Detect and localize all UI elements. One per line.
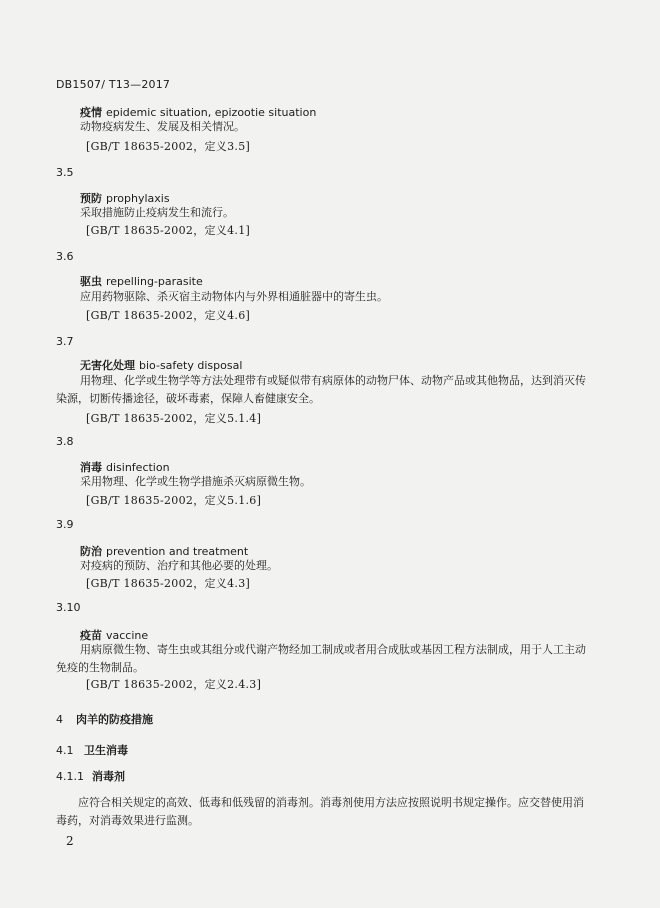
term-heading xyxy=(80,357,242,373)
term-definition: 用病原微生物、寄生虫或其组分或代谢产物经加工制成或者用合成肽或基因工程方法制成，用于人工主动免疫的生物制品。 xyxy=(56,643,586,674)
term-chinese: 消毒 xyxy=(80,461,102,474)
clause-number: 3.7 xyxy=(56,335,74,348)
clause-number: 3.6 xyxy=(56,250,74,263)
section-title: 肉羊的防疫措施 xyxy=(76,713,153,726)
term-definition: 采取措施防止疫病发生和流行。 xyxy=(80,206,234,219)
body-paragraph: 应符合相关规定的高效、低毒和低残留的消毒剂。消毒剂使用方法应按照说明书规定操作。应交替使用消毒药，对消毒效果进行监测。 xyxy=(56,796,584,827)
clause-number: 3.9 xyxy=(56,518,74,531)
section-number: 4.1 xyxy=(56,744,74,757)
document-header: DB1507/ T13—2017 xyxy=(56,78,171,91)
term-source: [GB/T 18635-2002，定义2.4.3] xyxy=(86,678,262,691)
clause-number: 3.8 xyxy=(56,435,74,448)
term-chinese: 疫情 xyxy=(80,106,102,119)
term-chinese: 预防 xyxy=(80,192,102,205)
clause-number: 3.10 xyxy=(56,601,81,614)
subsection-heading xyxy=(56,742,128,758)
term-english: prevention and treatment xyxy=(106,545,249,558)
term-english: vaccine xyxy=(106,629,149,642)
subsubsection-heading xyxy=(56,768,125,784)
term-definition: 采用物理、化学或生物学措施杀灭病原微生物。 xyxy=(80,475,311,488)
section-heading xyxy=(56,711,153,727)
term-heading xyxy=(80,273,203,289)
term-chinese: 防治 xyxy=(80,545,102,558)
term-definition: 动物疫病发生、发展及相关情况。 xyxy=(80,120,245,133)
clause-number: 3.5 xyxy=(56,166,74,179)
term-source: [GB/T 18635-2002，定义3.5] xyxy=(86,140,251,153)
term-english: epidemic situation, epizootie situation xyxy=(106,106,317,119)
term-definition: 对疫病的预防、治疗和其他必要的处理。 xyxy=(80,559,278,572)
term-source: [GB/T 18635-2002，定义5.1.6] xyxy=(86,494,262,507)
term-chinese: 疫苗 xyxy=(80,629,102,642)
section-title: 消毒剂 xyxy=(92,770,125,783)
term-source: [GB/T 18635-2002，定义4.3] xyxy=(86,577,251,590)
section-title: 卫生消毒 xyxy=(84,744,128,757)
term-definition: 用物理、化学或生物学等方法处理带有或疑似带有病原体的动物尸体、动物产品或其他物品，达到消灭传染源，切断传播途径，破坏毒素，保障人畜健康安全。 xyxy=(56,374,586,405)
page-number: 2 xyxy=(66,834,74,848)
term-source: [GB/T 18635-2002，定义4.6] xyxy=(86,309,251,322)
term-english: disinfection xyxy=(106,461,170,474)
term-source: [GB/T 18635-2002，定义4.1] xyxy=(86,224,251,237)
term-source: [GB/T 18635-2002，定义5.1.4] xyxy=(86,412,262,425)
term-definition: 应用药物驱除、杀灭宿主动物体内与外界相通脏器中的寄生虫。 xyxy=(80,290,388,303)
term-english: repelling-parasite xyxy=(106,275,203,288)
section-number: 4.1.1 xyxy=(56,770,84,783)
term-english: bio-safety disposal xyxy=(139,359,243,372)
term-english: prophylaxis xyxy=(106,192,170,205)
section-number: 4 xyxy=(56,713,63,726)
term-chinese: 无害化处理 xyxy=(80,359,135,372)
term-chinese: 驱虫 xyxy=(80,275,102,288)
